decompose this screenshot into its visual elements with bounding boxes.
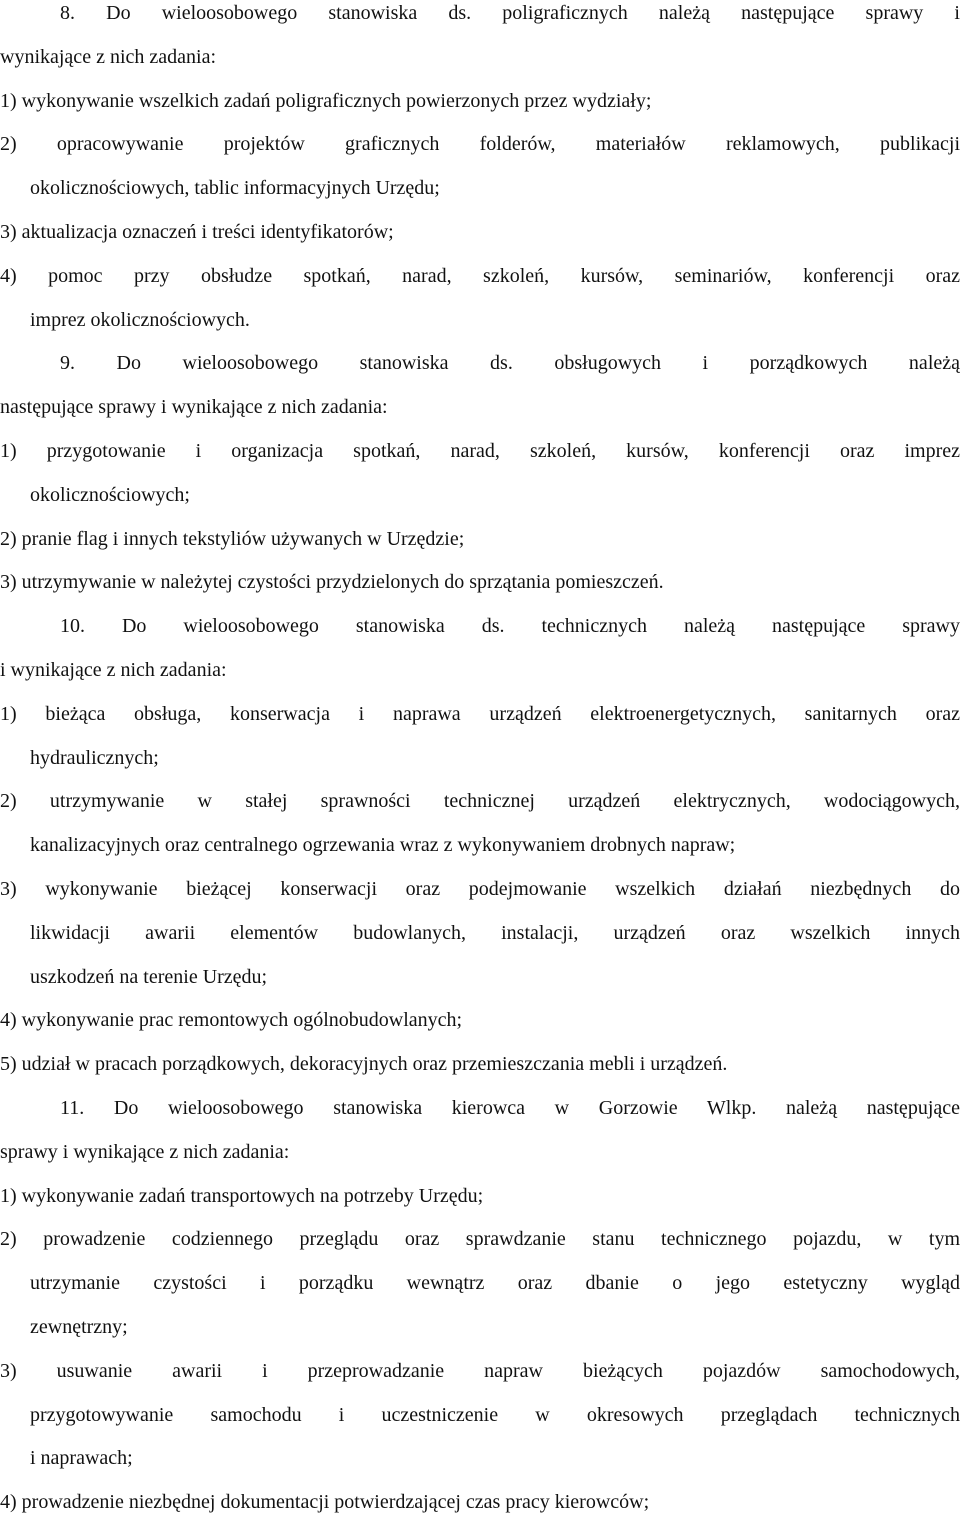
section-10-item-3-cont-1: likwidacji awarii elementów budowlanych, instalacji, urządzeń oraz wszelkich innych — [30, 921, 960, 944]
section-11-heading-cont: sprawy i wynikające z nich zadania: — [0, 1140, 290, 1163]
section-10-item-2: 2) utrzymywanie w stałej sprawności technicznej urządzeń elektrycznych, wodociągowych, — [0, 790, 960, 813]
section-10-heading-cont: i wynikające z nich zadania: — [0, 658, 227, 681]
section-11-item-3-cont-2: i naprawach; — [30, 1447, 133, 1470]
section-10-item-3: 3) wykonywanie bieżącej konserwacji oraz podejmowanie wszelkich działań niezbędnych do — [0, 877, 960, 900]
section-9-item-3: 3) utrzymywanie w należytej czystości przydzielonych do sprzątania pomieszczeń. — [0, 571, 664, 594]
section-10-item-1: 1) bieżąca obsługa, konserwacja i naprawa urządzeń elektroenergetycznych, sanitarnych oraz — [0, 702, 960, 725]
section-8-item-2: 2) opracowywanie projektów graficznych folderów, materiałów reklamowych, publikacji — [0, 133, 960, 156]
section-11-item-2: 2) prowadzenie codziennego przeglądu oraz sprawdzanie stanu technicznego pojazdu, w tym — [0, 1228, 960, 1251]
section-10-item-3-cont-2: uszkodzeń na terenie Urzędu; — [30, 965, 268, 988]
section-11-item-2-cont-1: utrzymanie czystości i porządku wewnątrz oraz dbanie o jego estetyczny wygląd — [30, 1272, 960, 1295]
section-9-item-2: 2) pranie flag i innych tekstyliów używanych w Urzędzie; — [0, 527, 465, 550]
section-11-heading: 11. Do wieloosobowego stanowiska kierowca w Gorzowie Wlkp. należą następujące — [60, 1096, 960, 1119]
section-8-item-4: 4) pomoc przy obsłudze spotkań, narad, szkoleń, kursów, seminariów, konferencji oraz — [0, 264, 960, 287]
section-8-item-3: 3) aktualizacja oznaczeń i treści identyfikatorów; — [0, 220, 394, 243]
section-11-item-3-cont-1: przygotowywanie samochodu i uczestniczenie w okresowych przeglądach technicznych — [30, 1403, 960, 1426]
section-8-item-4-cont: imprez okolicznościowych. — [30, 308, 250, 331]
section-8-item-2-cont: okolicznościowych, tablic informacyjnych Urzędu; — [30, 177, 440, 200]
section-8-item-1: 1) wykonywanie wszelkich zadań poligraficznych powierzonych przez wydziały; — [0, 89, 652, 112]
section-9-heading-cont: następujące sprawy i wynikające z nich zadania: — [0, 396, 388, 419]
section-8-heading: 8. Do wieloosobowego stanowiska ds. poligraficznych należą następujące sprawy i — [60, 2, 960, 24]
section-8-heading-cont: wynikające z nich zadania: — [0, 45, 216, 68]
section-11-item-3: 3) usuwanie awarii i przeprowadzanie napraw bieżących pojazdów samochodowych, — [0, 1359, 960, 1382]
section-10-item-2-cont: kanalizacyjnych oraz centralnego ogrzewania wraz z wykonywaniem drobnych napraw; — [30, 834, 736, 857]
section-11-item-1: 1) wykonywanie zadań transportowych na potrzeby Urzędu; — [0, 1184, 484, 1207]
section-10-item-4: 4) wykonywanie prac remontowych ogólnobudowlanych; — [0, 1009, 463, 1032]
section-10-heading: 10. Do wieloosobowego stanowiska ds. technicznych należą następujące sprawy — [60, 615, 960, 638]
section-9-item-1: 1) przygotowanie i organizacja spotkań, narad, szkoleń, kursów, konferencji oraz imprez — [0, 439, 960, 462]
section-11-item-2-cont-2: zewnętrzny; — [30, 1315, 128, 1338]
section-10-item-5: 5) udział w pracach porządkowych, dekoracyjnych oraz przemieszczania mebli i urządzeń. — [0, 1053, 728, 1076]
section-9-item-1-cont: okolicznościowych; — [30, 483, 190, 506]
section-9-heading: 9. Do wieloosobowego stanowiska ds. obsługowych i porządkowych należą — [60, 352, 960, 375]
section-11-item-4: 4) prowadzenie niezbędnej dokumentacji potwierdzającej czas pracy kierowców; — [0, 1491, 650, 1514]
section-10-item-1-cont: hydraulicznych; — [30, 746, 159, 769]
